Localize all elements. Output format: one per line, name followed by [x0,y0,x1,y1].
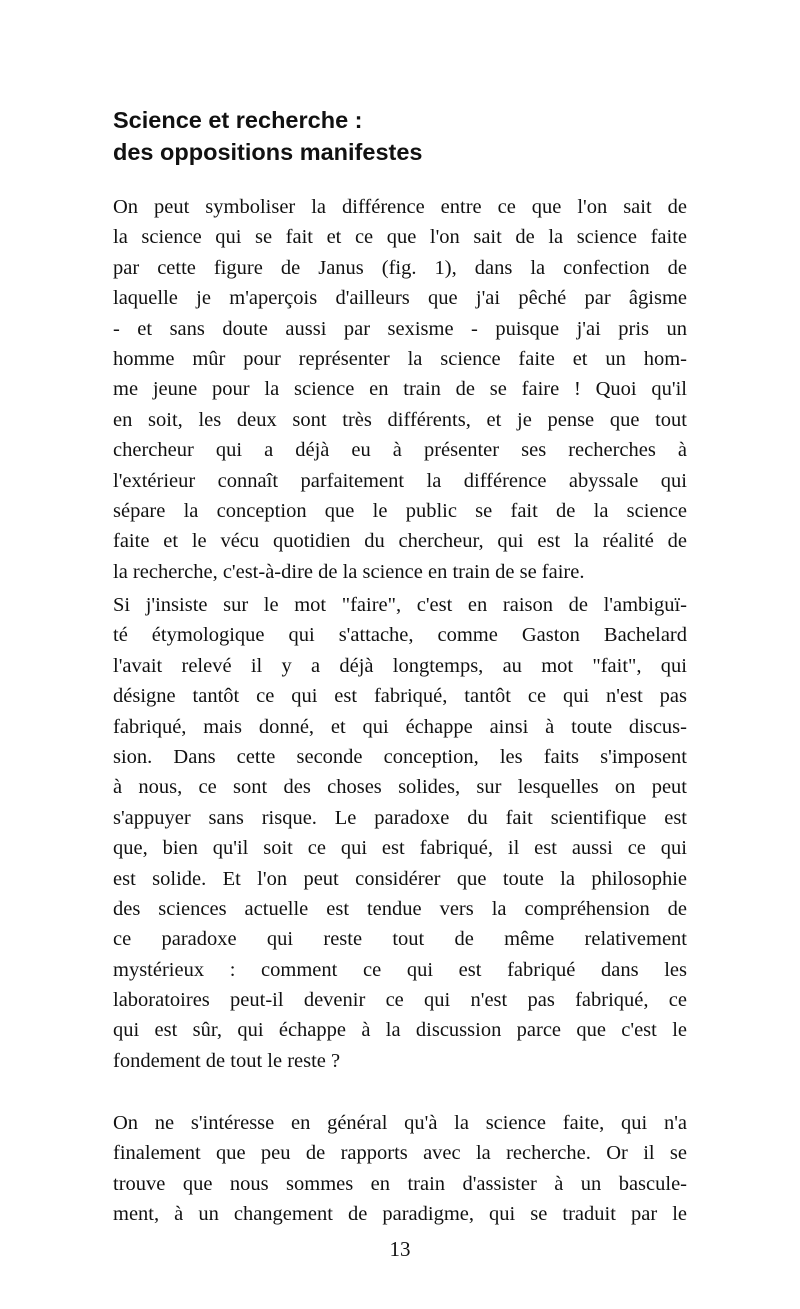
section-heading [113,104,693,168]
text-line: à nous, ce sont des choses solides, sur lesquelles on peut [113,776,687,799]
text-line: laquelle je m'aperçois d'ailleurs que j'ai pêché par âgisme [113,287,687,310]
text-line: fondement de tout le reste ? [113,1049,341,1072]
text-line: la science qui se fait et ce que l'on sait de la science faite [113,226,687,249]
paragraph-2 [113,590,687,1076]
text-line: laboratoires peut-il devenir ce qui n'est pas fabriqué, ce [113,989,687,1012]
text-line: en soit, les deux sont très différents, et je pense que tout [113,408,687,431]
text-line: chercheur qui a déjà eu à présenter ses recherches à [113,439,687,462]
text-line: On peut symboliser la différence entre ce que l'on sait de [113,196,687,218]
text-line: l'avait relevé il y a déjà longtemps, au mot "fait", qui [113,654,687,677]
page-number: 13 [389,1237,411,1261]
text-line: sion. Dans cette seconde conception, les faits s'imposent [113,745,687,768]
text-line: que, bien qu'il soit ce qui est fabriqué, il est aussi ce qui [113,837,687,860]
text-line: qui est sûr, qui échappe à la discussion parce que c'est le [113,1019,687,1042]
text-line: sépare la conception que le public se fait de la science [113,499,687,522]
paragraph-1 [113,192,687,587]
text-line: faite et le vécu quotidien du chercheur, qui est la réalité de [113,530,687,553]
text-line: trouve que nous sommes en train d'assister à un bascule- [113,1172,687,1195]
text-line: finalement que peu de rapports avec la recherche. Or il se [113,1142,687,1165]
text-line: est solide. Et l'on peut considérer que toute la philosophie [113,867,687,890]
text-line: fabriqué, mais donné, et qui échappe ainsi à toute discus- [113,715,687,738]
text-line: ce paradoxe qui reste tout de même relativement [113,928,687,951]
text-line: homme mûr pour représenter la science faite et un hom- [113,347,687,370]
text-line: la recherche, c'est-à-dire de la science en train de se faire. [113,560,585,583]
text-line: l'extérieur connaît parfaitement la différence abyssale qui [113,469,687,492]
text-line: Si j'insiste sur le mot "faire", c'est en raison de l'ambiguï- [113,594,687,616]
text-line: s'appuyer sans risque. Le paradoxe du fait scientifique est [113,806,687,829]
text-line: ment, à un changement de paradigme, qui se traduit par le [113,1203,687,1226]
heading-line-2: des oppositions manifestes [113,139,423,165]
text-line: des sciences actuelle est tendue vers la compréhension de [113,897,687,920]
paragraph-3 [113,1108,687,1230]
text-line: mystérieux : comment ce qui est fabriqué dans les [113,958,687,981]
text-line: me jeune pour la science en train de se faire ! Quoi qu'il [113,378,687,401]
heading-line-1: Science et recherche : [113,107,363,133]
text-line: par cette figure de Janus (fig. 1), dans la confection de [113,256,687,279]
text-line: désigne tantôt ce qui est fabriqué, tantôt ce qui n'est pas [113,685,687,708]
text-line: té étymologique qui s'attache, comme Gaston Bachelard [113,624,687,647]
text-line: On ne s'intéresse en général qu'à la science faite, qui n'a [113,1112,687,1134]
text-line: - et sans doute aussi par sexisme - puisque j'ai pris un [113,317,687,340]
